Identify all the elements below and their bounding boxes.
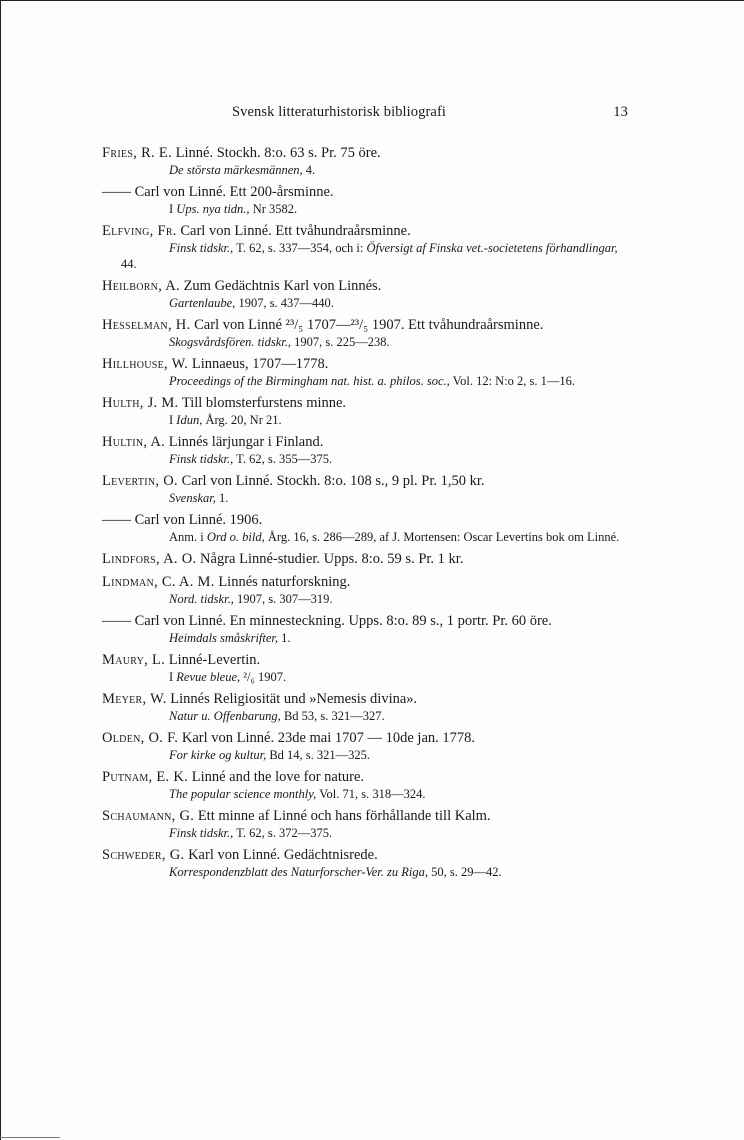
entry-source — [102, 412, 632, 428]
source-prefix: I — [169, 202, 177, 216]
entry-main-line — [102, 355, 632, 373]
bibliography-entry — [102, 277, 632, 311]
entry-title: Linné. Stockh. 8:o. 63 s. Pr. 75 öre. — [175, 145, 381, 161]
header-title: Svensk litteraturhistorisk bibliografi — [232, 104, 447, 120]
source-title: The popular science monthly, — [169, 787, 317, 801]
scan-edge-bottom — [0, 1137, 60, 1138]
bibliography-entry — [102, 433, 632, 467]
entry-source — [102, 240, 632, 272]
bibliography-entry — [102, 651, 632, 685]
entry-title: Karl von Linné. 23de mai 1707 — 10de jan. 1778. — [181, 730, 476, 746]
entry-title: Linné-Levertin. — [168, 652, 261, 668]
source-title: Finsk tidskr., — [169, 826, 234, 840]
entry-source — [102, 451, 632, 467]
entry-title: —— Carl von Linné. En minnesteckning. Upps. 8:o. 89 s., 1 portr. Pr. 60 öre. — [102, 613, 552, 629]
entry-title: Karl von Linné. Gedächtnisrede. — [188, 847, 378, 863]
entry-title: Linnés Religiosität und »Nemesis divina». — [170, 691, 418, 707]
entry-source — [102, 529, 632, 545]
entry-main-line — [102, 807, 632, 825]
source-detail: 1907, s. 307—319. — [233, 592, 333, 606]
entry-source — [102, 591, 632, 607]
entry-main-line — [102, 690, 632, 708]
entry-main-line — [102, 472, 632, 490]
scan-edge-left — [0, 0, 1, 1140]
entry-author: Heilborn, A. — [102, 278, 180, 294]
source-title: Idun, — [176, 413, 203, 427]
bibliography-entry — [102, 612, 632, 646]
running-header — [102, 104, 632, 126]
entry-title: Linnaeus, 1707—1778. — [191, 356, 329, 372]
source-title: De största märkesmännen, — [169, 163, 303, 177]
entry-source — [102, 295, 632, 311]
entry-source — [102, 786, 632, 802]
entry-title: Carl von Linné. Ett tvåhundraårsminne. — [180, 223, 411, 239]
entry-main-line — [102, 573, 632, 591]
entry-title: Linné and the love for nature. — [191, 769, 365, 785]
bibliography-entry — [102, 846, 632, 880]
bibliography-entry — [102, 472, 632, 506]
entry-author: Hillhouse, W. — [102, 356, 189, 372]
bibliography-entry — [102, 222, 632, 272]
source-title: Finsk tidskr., — [169, 241, 234, 255]
source-title: Heimdals småskrifter, — [169, 631, 279, 645]
bibliography-entry — [102, 768, 632, 802]
source-title: Ord o. bild, — [206, 530, 265, 544]
entry-author: Hultin, A. — [102, 434, 166, 450]
bibliography-entry — [102, 729, 632, 763]
source-title: Ups. nya tidn., — [176, 202, 250, 216]
bibliography-entry — [102, 573, 632, 607]
entry-title: —— Carl von Linné. 1906. — [102, 512, 263, 528]
source-detail: Bd 53, s. 321—327. — [280, 709, 385, 723]
entry-title: Till blomsterfurstens minne. — [181, 395, 347, 411]
source-prefix: Anm. i — [169, 530, 207, 544]
source-detail: T. 62, s. 355—375. — [233, 452, 333, 466]
bibliography-entry — [102, 690, 632, 724]
bibliography-entry — [102, 355, 632, 389]
source-title: Svenskar, — [169, 491, 216, 505]
bibliography-entry — [102, 144, 632, 178]
page-number: 13 — [613, 104, 628, 120]
source-detail: Bd 14, s. 321—325. — [266, 748, 371, 762]
entry-main-line — [102, 433, 632, 451]
entry-author: Levertin, O. — [102, 473, 178, 489]
bibliography-entry — [102, 511, 632, 545]
entry-title: Linnés lärjungar i Finland. — [168, 434, 324, 450]
entry-source — [102, 162, 632, 178]
source-detail: 50, s. 29—42. — [428, 865, 502, 879]
entry-source — [102, 630, 632, 646]
entry-main-line — [102, 394, 632, 412]
entry-main-line — [102, 612, 632, 630]
entry-title: —— Carl von Linné. Ett 200-årsminne. — [102, 184, 334, 200]
entry-source — [102, 708, 632, 724]
source-title: Natur u. Offenbarung, — [169, 709, 281, 723]
bibliography-entry — [102, 183, 632, 217]
entry-title: Några Linné-studier. Upps. 8:o. 59 s. Pr. 1 kr. — [200, 551, 464, 567]
source-title-2: Öfversigt af Finska vet.-societetens förhandlingar, — [366, 241, 618, 255]
entry-source — [102, 747, 632, 763]
source-prefix: I — [169, 670, 177, 684]
source-detail: ²/₆ 1907. — [240, 670, 287, 684]
entry-title: Carl von Linné. Stockh. 8:o. 108 s., 9 pl. Pr. 1,50 kr. — [181, 473, 485, 489]
entry-source — [102, 669, 632, 685]
source-title: Korrespondenzblatt des Naturforscher-Ver. zu Riga, — [169, 865, 429, 879]
entry-author: Fries, R. E. — [102, 145, 172, 161]
source-title: Nord. tidskr., — [169, 592, 234, 606]
entry-author: Olden, O. F. — [102, 730, 179, 746]
entry-source — [102, 373, 632, 389]
entry-main-line — [102, 511, 632, 529]
source-detail: 1. — [215, 491, 229, 505]
entry-title: Ett minne af Linné och hans förhållande till Kalm. — [197, 808, 491, 824]
entry-source — [102, 334, 632, 350]
entry-title: Zum Gedächtnis Karl von Linnés. — [183, 278, 382, 294]
bibliography-entry — [102, 316, 632, 350]
source-title: Gartenlaube, — [169, 296, 236, 310]
entry-source — [102, 490, 632, 506]
entry-author: Lindman, C. A. M. — [102, 574, 215, 590]
entry-author: Putnam, E. K. — [102, 769, 189, 785]
entry-title: Carl von Linné ²³/₅ 1707—²³/₅ 1907. Ett tvåhundraårsminne. — [194, 317, 544, 333]
entry-main-line — [102, 222, 632, 240]
entry-main-line — [102, 183, 632, 201]
entry-author: Lindfors, A. O. — [102, 551, 197, 567]
entry-title: Linnés naturforskning. — [218, 574, 351, 590]
source-detail: 1. — [278, 631, 291, 645]
source-title: Finsk tidskr., — [169, 452, 234, 466]
entry-author: Hulth, J. M. — [102, 395, 179, 411]
entry-main-line — [102, 277, 632, 295]
bibliography-entry — [102, 550, 632, 568]
entry-main-line — [102, 550, 632, 568]
source-title: Skogsvårdsfören. tidskr., — [169, 335, 291, 349]
entry-main-line — [102, 768, 632, 786]
source-detail: 4. — [302, 163, 316, 177]
source-detail: T. 62, s. 372—375. — [233, 826, 333, 840]
entry-main-line — [102, 729, 632, 747]
entry-author: Maury, L. — [102, 652, 166, 668]
source-detail: 1907, s. 437—440. — [235, 296, 334, 310]
source-detail: Vol. 12: N:o 2, s. 1—16. — [449, 374, 576, 388]
bibliography-entry — [102, 394, 632, 428]
entry-source — [102, 201, 632, 217]
entry-source — [102, 825, 632, 841]
source-detail: Årg. 16, s. 286—289, af J. Mortensen: Oscar Levertins bok om Linné. — [264, 530, 620, 544]
source-detail: Årg. 20, Nr 21. — [202, 413, 282, 427]
source-detail-2: 44. — [121, 257, 137, 271]
source-prefix: I — [169, 413, 177, 427]
source-title: For kirke og kultur, — [169, 748, 267, 762]
source-detail: Vol. 71, s. 318—324. — [316, 787, 426, 801]
source-detail: Nr 3582. — [249, 202, 298, 216]
source-detail: T. 62, s. 337—354, och i: — [233, 241, 367, 255]
entry-author: Hesselman, H. — [102, 317, 191, 333]
document-page — [102, 104, 632, 885]
source-title: Revue bleue, — [176, 670, 241, 684]
scan-edge-top — [0, 0, 744, 1]
entry-main-line — [102, 651, 632, 669]
entry-author: Schweder, G. — [102, 847, 185, 863]
entry-author: Meyer, W. — [102, 691, 167, 707]
entry-main-line — [102, 316, 632, 334]
source-title: Proceedings of the Birmingham nat. hist. a. philos. soc., — [169, 374, 450, 388]
bibliography-entry — [102, 807, 632, 841]
entry-main-line — [102, 144, 632, 162]
entry-author: Elfving, Fr. — [102, 223, 177, 239]
entry-main-line — [102, 846, 632, 864]
bibliography-list — [102, 144, 632, 880]
entry-source — [102, 864, 632, 880]
source-detail: 1907, s. 225—238. — [291, 335, 390, 349]
entry-author: Schaumann, G. — [102, 808, 195, 824]
